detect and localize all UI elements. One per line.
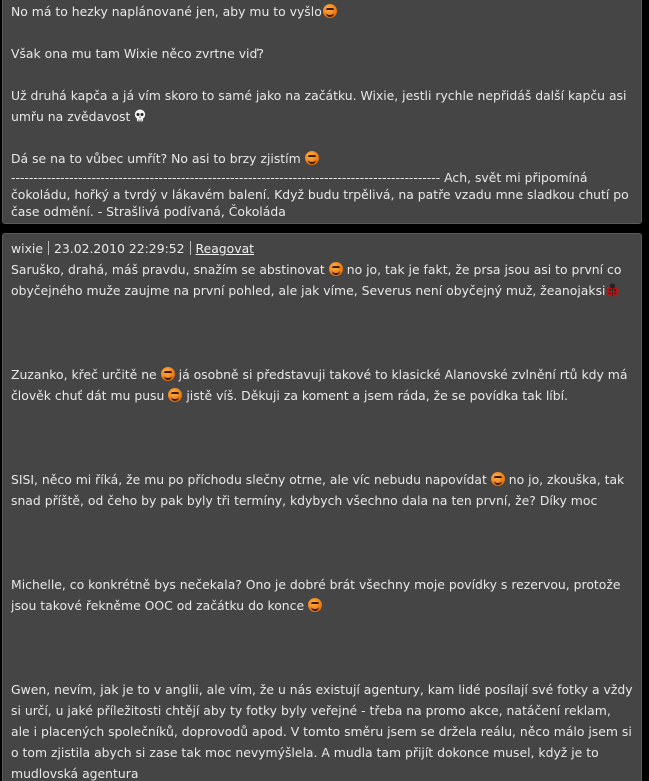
comment-paragraph: Michelle, co konkrétně bys nečekala? Ono je dobré brát všechny moje povídky s rezervou, protože jsou takové řekněme OOC od začátku do konce [11, 577, 621, 613]
comment-paragraph: Saruško, drahá, máš pravdu, snažím se abstinovat no jo, tak je fakt, že prsa jsou asi to první co obyčejného muže zaujme na první pohled, ale jak víme, Severus není obyčejný muž, žeanojaksi [11, 262, 622, 298]
ladybug-icon [605, 283, 620, 297]
comment-paragraph: Však ona mu tam Wixie něco zvrtne viď? [11, 46, 264, 61]
comment-date: 23.02.2010 22:29:52 [53, 241, 185, 256]
smiley-icon [308, 598, 322, 612]
signature: ------------------------------------------------------------------------------------------------ Ach, svět mi připomíná čokoládu, hořký a tvrdý v lákavém balení. Když budu trpělivá, na patře vzadu mne sladkou chutí po čase odmění. - Strašlivá podívaná, Čokoláda [11, 170, 629, 219]
smiley-icon [161, 367, 175, 381]
divider [48, 241, 49, 255]
comment-paragraph: No má to hezky naplánované jen, aby mu to vyšlo [11, 1, 633, 22]
divider [190, 241, 191, 255]
smiley-icon [168, 388, 182, 402]
comment-author: wixie [11, 241, 43, 256]
comment-paragraph: SISI, něco mi říká, že mu po příchodu slečny otrne, ale víc nebudu napovídat no jo, zkouška, tak snad příště, od čeho by pak byly tři termíny, kdybych všechno dala na ten první, že? Díky moc [11, 472, 625, 508]
comment-post [2, 233, 642, 781]
skull-icon [134, 109, 146, 122]
reply-link[interactable]: Reagovat [195, 241, 255, 256]
smiley-icon [491, 472, 505, 486]
comment-paragraph: Už druhá kapča a já vím skoro to samé jako na začátku. Wixie, jestli rychle nepřidáš další kapču asi umřu na zvědavost [11, 88, 627, 124]
smiley-icon [305, 151, 319, 165]
comment-paragraph: Zuzanko, křeč určitě ne já osobně si představuji takové to klasické Alanovské zvlnění rtů kdy má člověk chuť dát mu pusu jistě víš. Děkuji za koment a jsem ráda, že se povídka tak líbí. [11, 367, 628, 403]
comment-paragraph: Dá se na to vůbec umřít? No asi to brzy zjistím [11, 148, 633, 169]
comment-paragraph: Gwen, nevím, jak je to v anglii, ale vím, že u nás existují agentury, kam lidé posílají své fotky a vždy si určí, u jaké příležitosti chtějí aby ty fotky byly veřejné - třeba na promo akce, natáčení reklam, ale i placených společníků, doprovodů apod. V tomto směru jsem se držela reálu, něco málo jsem si o tom zjistila abych si zase tak moc nevymýšlela. A mudla tam přijít dokonce musel, když je to mudlovská agentura [11, 682, 633, 781]
smiley-icon [323, 4, 337, 18]
comment-post [2, 0, 642, 224]
smiley-icon [329, 262, 343, 276]
comment-header [11, 238, 633, 259]
